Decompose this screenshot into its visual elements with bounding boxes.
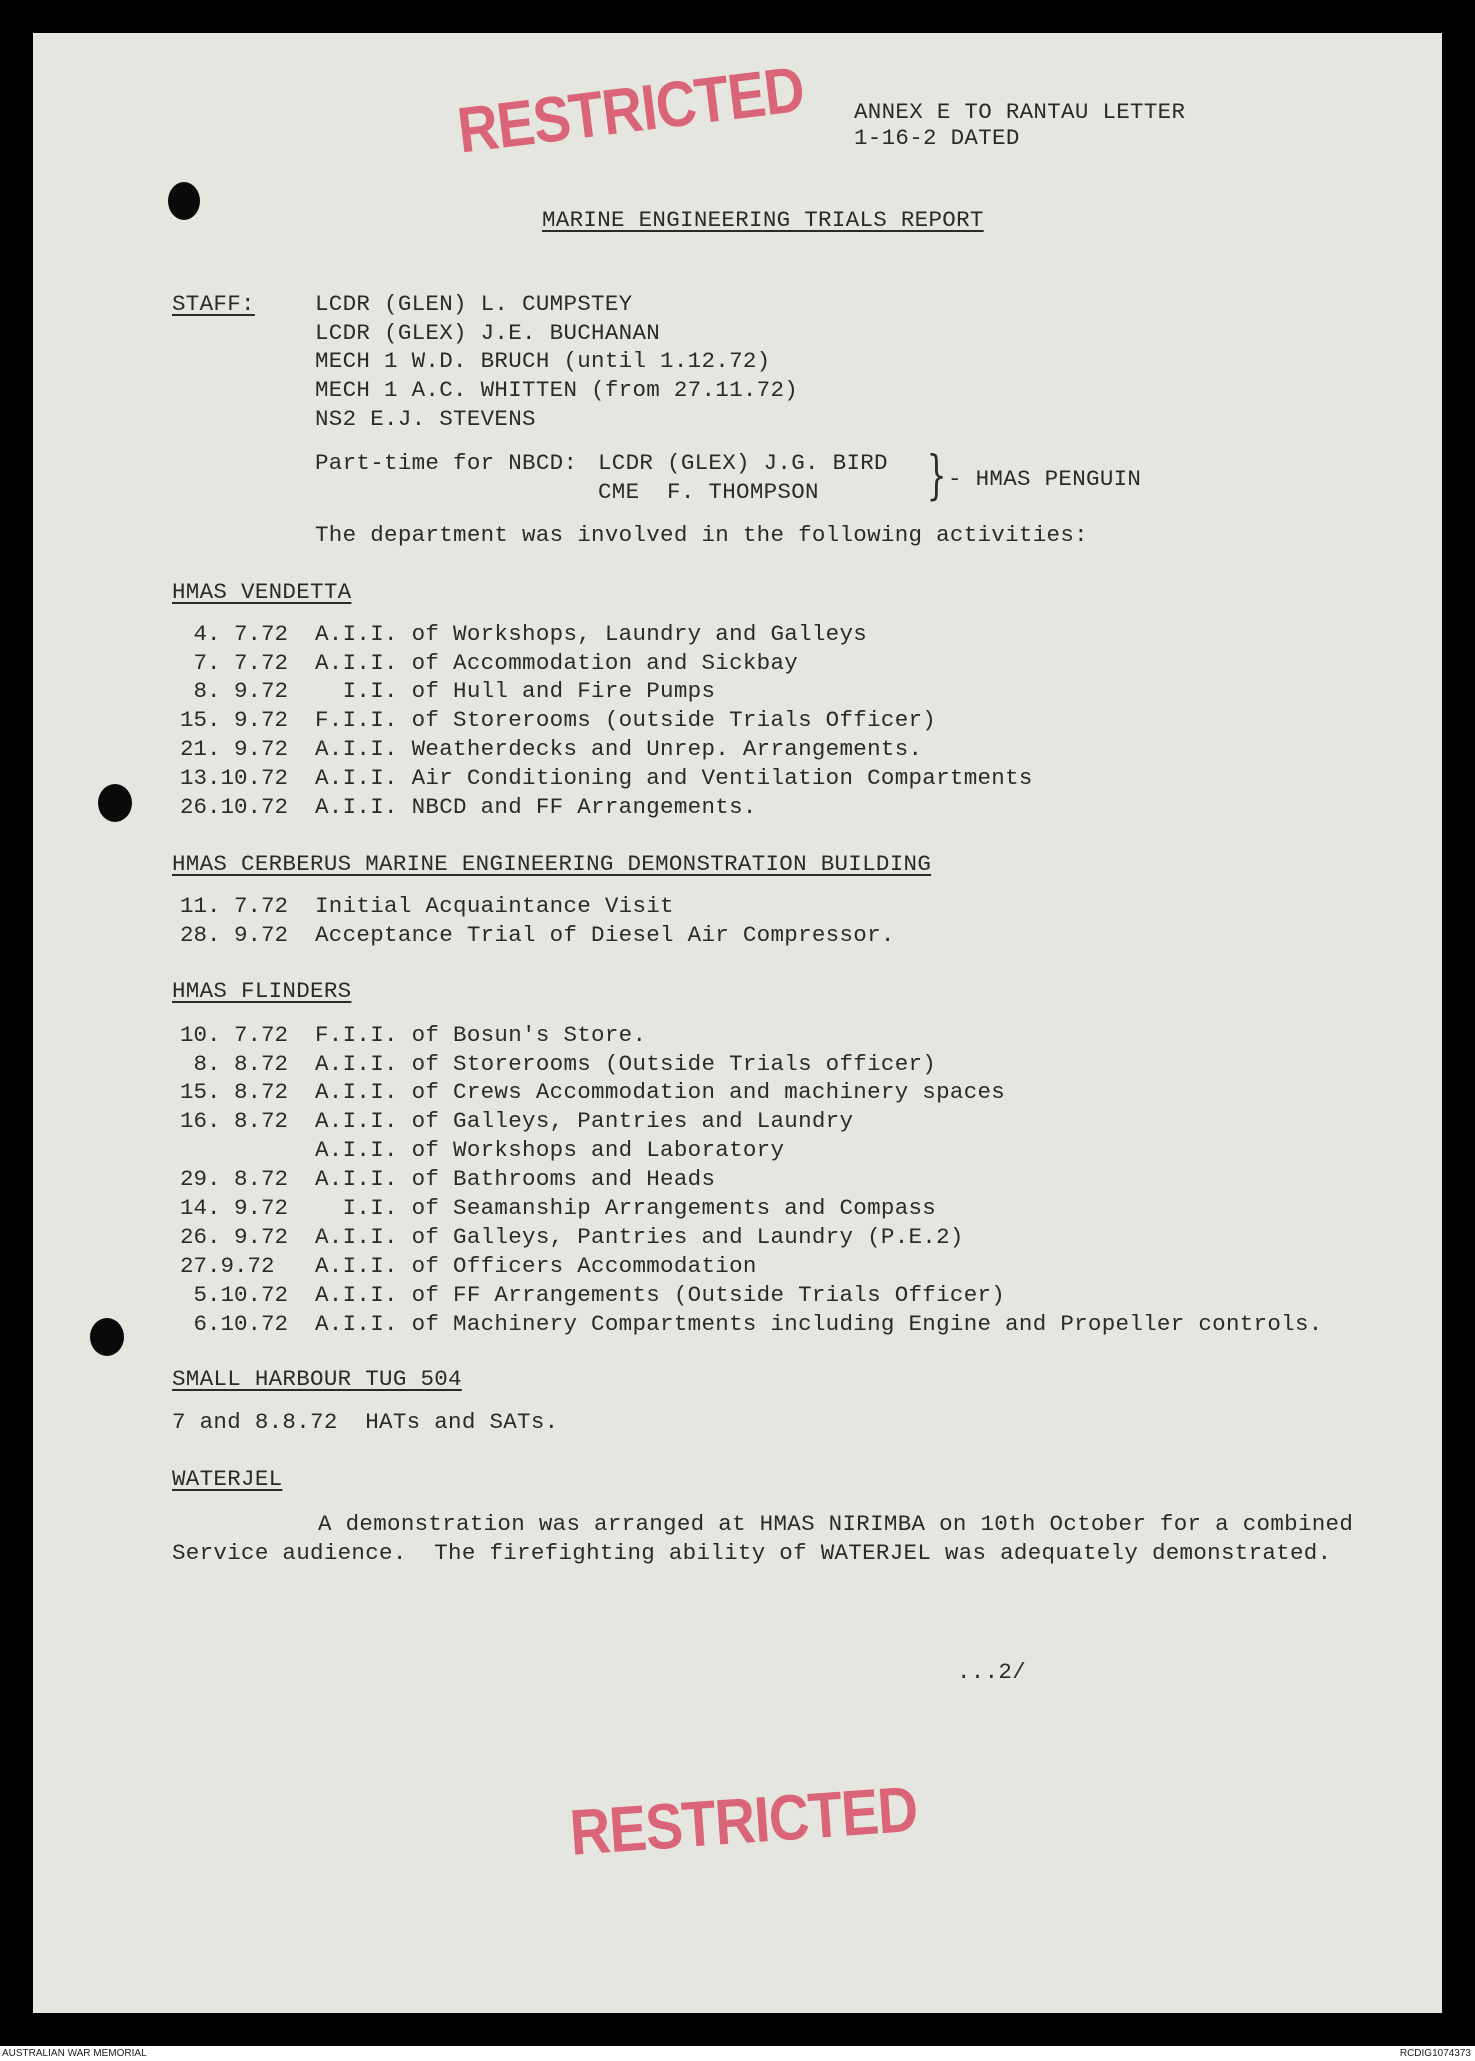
activity-description: A.I.I. NBCD and FF Arrangements. [315,794,757,820]
staff-member: LCDR (GLEN) L. CUMPSTEY [315,291,633,317]
activity-date: 7. 7.72 [193,650,288,676]
activity-date: 15. 8.72 [179,1079,288,1105]
activity-description: F.I.I. of Storerooms (outside Trials Officer) [315,707,937,733]
section-heading: WATERJEL [172,1466,283,1492]
restricted-stamp-bottom: RESTRICTED [567,1772,920,1869]
activity-description: F.I.I. of Bosun's Store. [315,1022,647,1048]
activity-description: Acceptance Trial of Diesel Air Compressor. [315,922,895,948]
activity-description: A.I.I. of FF Arrangements (Outside Trials Officer) [315,1282,1006,1308]
paragraph-line: A demonstration was arranged at HMAS NIRIMBA on 10th October for a combined [318,1511,1354,1537]
activity-date: 13.10.72 [179,765,288,791]
annex-line-2: 1-16-2 DATED [854,125,1020,151]
activity-description: A.I.I. of Crews Accommodation and machinery spaces [315,1079,1006,1105]
staff-member: MECH 1 A.C. WHITTEN (from 27.11.72) [315,377,799,403]
activity-description: I.I. of Seamanship Arrangements and Compass [315,1195,937,1221]
activity-date: 11. 7.72 [179,893,288,919]
activity-description: A.I.I. of Officers Accommodation [315,1253,757,1279]
activity-date: 27.9.72 [179,1253,288,1279]
restricted-stamp-top: RESTRICTED [453,52,808,167]
activity-date: 28. 9.72 [179,922,288,948]
activity-description: I.I. of Hull and Fire Pumps [315,678,716,704]
brace: } [926,446,947,506]
page-continuation: ...2/ [957,1659,1027,1685]
staff-member: MECH 1 W.D. BRUCH (until 1.12.72) [315,348,771,374]
activity-description: A.I.I. of Galleys, Pantries and Laundry [315,1108,854,1134]
activity-date: 6.10.72 [193,1311,288,1337]
activity-description: A.I.I. of Workshops and Laboratory [315,1137,785,1163]
activity-date: 14. 9.72 [179,1195,288,1221]
activity-description: A.I.I. of Accommodation and Sickbay [315,650,799,676]
section-heading: HMAS FLINDERS [172,978,352,1004]
staff-member: NS2 E.J. STEVENS [315,406,536,432]
activity-description: A.I.I. of Galleys, Pantries and Laundry (P.E.2) [315,1224,964,1250]
footer-source: AUSTRALIAN WAR MEMORIAL [2,2048,147,2059]
activity-description: A.I.I. Weatherdecks and Unrep. Arrangements. [315,736,923,762]
activity-date: 21. 9.72 [179,736,288,762]
punch-hole [98,784,132,822]
activity-date: 16. 8.72 [179,1108,288,1134]
section-heading: SMALL HARBOUR TUG 504 [172,1366,462,1392]
intro-text: The department was involved in the following activities: [315,522,1088,548]
activity-description: A.I.I. of Workshops, Laundry and Galleys [315,621,868,647]
punch-hole [90,1318,124,1356]
activity-date: 15. 9.72 [179,707,288,733]
tug-activity: 7 and 8.8.72 HATs and SATs. [172,1409,559,1435]
activity-date: 5.10.72 [193,1282,288,1308]
activity-description: A.I.I. of Bathrooms and Heads [315,1166,716,1192]
page-title: MARINE ENGINEERING TRIALS REPORT [542,207,984,233]
section-heading: HMAS VENDETTA [172,579,352,605]
part-time-unit: - HMAS PENGUIN [948,466,1142,492]
punch-hole [168,182,200,220]
activity-description: A.I.I. of Machinery Compartments including Engine and Propeller controls. [315,1311,1323,1337]
activity-date: 29. 8.72 [179,1166,288,1192]
annex-line-1: ANNEX E TO RANTAU LETTER [854,99,1186,125]
activity-date: 26. 9.72 [179,1224,288,1250]
part-time-label: Part-time for NBCD: [315,450,578,476]
paragraph-line: Service audience. The firefighting ability of WATERJEL was adequately demonstrated. [172,1540,1332,1566]
activity-date: 4. 7.72 [193,621,288,647]
staff-member: LCDR (GLEX) J.E. BUCHANAN [315,320,661,346]
footer-id: RCDIG1074373 [1399,2048,1471,2059]
part-time-member: CME F. THOMPSON [598,479,819,505]
staff-label: STAFF: [172,291,255,317]
activity-date: 8. 9.72 [193,678,288,704]
part-time-member: LCDR (GLEX) J.G. BIRD [598,450,888,476]
activity-date: 8. 8.72 [193,1051,288,1077]
activity-date: 10. 7.72 [179,1022,288,1048]
activity-description: A.I.I. Air Conditioning and Ventilation Compartments [315,765,1033,791]
activity-date: 26.10.72 [179,794,288,820]
section-heading: HMAS CERBERUS MARINE ENGINEERING DEMONSTRATION BUILDING [172,851,932,877]
activity-description: A.I.I. of Storerooms (Outside Trials officer) [315,1051,937,1077]
activity-description: Initial Acquaintance Visit [315,893,674,919]
footer [0,2046,1475,2061]
